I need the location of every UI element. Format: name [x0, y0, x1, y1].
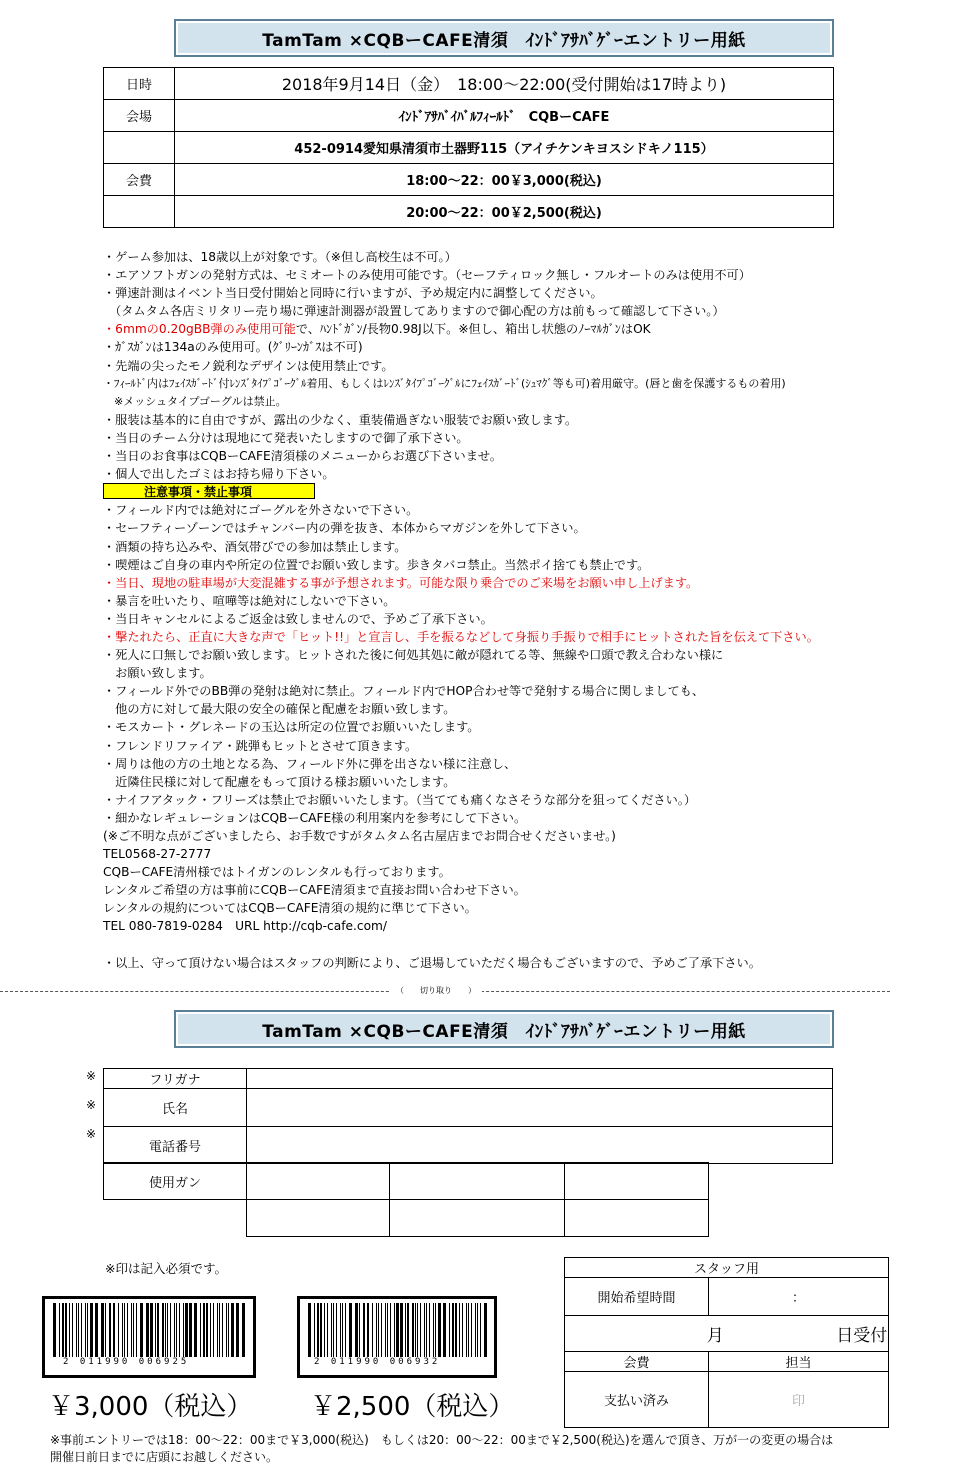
barcode-bar	[72, 1303, 73, 1357]
barcode-bar	[345, 1303, 346, 1357]
gun-field-4[interactable]	[247, 1200, 390, 1237]
barcode-bar	[131, 1303, 132, 1357]
required-mark: ※	[86, 1127, 97, 1141]
barcode-bar	[155, 1303, 156, 1357]
barcode-bar	[359, 1303, 360, 1357]
venue-value: ｲﾝﾄﾞｱｻﾊﾞｲﾊﾞﾙﾌｨｰﾙﾄﾞ CQBーCAFE	[175, 100, 834, 132]
rule-line: お願い致します。	[103, 666, 212, 681]
rule-line: ・先端の尖ったモノ鋭利なデザインは使用禁止です。	[103, 358, 394, 373]
barcode-bar	[405, 1303, 406, 1357]
rule-line: 他の方に対して最大限の安全の確保と配慮をお願い致します。	[103, 702, 456, 717]
barcode-bar	[78, 1303, 79, 1357]
rule-line-hit: ・撃たれたら、正直に大きな声で「ヒット!!」と宣言し、手を振るなどして身振り手振りで相手にヒットされた旨を伝えて下さい。	[103, 629, 819, 644]
rule-line: TEL 080-7819-0284 URL http://cqb-cafe.com/	[103, 919, 388, 934]
fee-label: 会費	[104, 164, 175, 196]
bb-rest-text: で、ﾊﾝﾄﾞｶﾞﾝ/長物0.98J以下。※但し、箱出し状態のﾉｰﾏﾙｶﾞﾝはOK	[295, 322, 651, 337]
barcode-bar	[438, 1303, 441, 1357]
barcode-bar	[387, 1303, 388, 1357]
barcode-bar	[219, 1303, 220, 1357]
barcode-bar	[231, 1303, 234, 1357]
barcode-bar	[412, 1303, 414, 1357]
address-label-empty	[104, 132, 175, 164]
barcode-bar	[424, 1303, 425, 1357]
furigana-label: フリガナ	[104, 1069, 247, 1089]
barcode-bar	[118, 1303, 119, 1357]
bb-red-text: ・6mmの0.20gBB弾のみ使用可能	[103, 322, 296, 337]
rule-line: ・周りは他の方の土地となる為、フィールド外に弾を出さない様に注意し、	[103, 756, 517, 771]
rule-line: ・当日のお食事はCQBーCAFE清須様のメニューからお選び下さいませ。	[103, 449, 502, 464]
rule-line: ・服装は基本的に自由ですが、露出の少なく、重装備過ぎない服装でお願い致します。	[103, 412, 578, 427]
form-title	[174, 1010, 834, 1048]
barcode-bar	[185, 1303, 188, 1357]
barcode-bar	[317, 1303, 319, 1357]
barcode-bar	[179, 1303, 180, 1357]
barcode-bar	[333, 1303, 334, 1357]
paid-label: 支払い済み	[565, 1372, 709, 1428]
staff-heading: スタッフ用	[565, 1258, 889, 1278]
furigana-field[interactable]	[247, 1069, 833, 1089]
rule-line: ・当日キャンセルによるご返金は致しませんので、予めご了承下さい。	[103, 611, 493, 626]
name-label: 氏名	[104, 1089, 247, 1127]
barcode-bar	[189, 1303, 192, 1357]
required-note: ※印は記入必須です。	[105, 1261, 227, 1276]
rule-line: ・フレンドリファイア・跳弾もヒットとさせて頂きます。	[103, 738, 418, 753]
rule-line: ・セーフティーゾーンではチャンバー内の弾を抜き、本体からマガジンを外して下さい。	[103, 521, 586, 536]
fee-value-1: 18:00～22：00￥3,000(税込)	[175, 164, 834, 196]
rule-line: ・細かなレギュレーションはCQBーCAFE様の利用案内を参考にして下さい。	[103, 810, 527, 825]
rule-line: (※ご不明な点がございましたら、お手数ですがタムタム名古屋店までお問合せくださいませ。)	[103, 829, 616, 843]
barcode-bar	[426, 1303, 427, 1357]
start-time-label: 開始希望時間	[565, 1278, 709, 1316]
barcode-bar	[95, 1303, 98, 1357]
barcode-bar	[385, 1303, 386, 1357]
barcode-bar	[320, 1303, 322, 1357]
barcode-bar	[206, 1303, 208, 1357]
barcode-bar	[210, 1303, 211, 1357]
day-received-label: 日受付	[836, 1326, 888, 1346]
footer-note	[50, 1432, 833, 1466]
barcode-bar	[415, 1303, 416, 1357]
barcode-bar	[396, 1303, 399, 1357]
barcode-2500-digits: 2 011990 006932	[314, 1357, 441, 1367]
barcode-bar	[349, 1303, 352, 1357]
barcode-bar	[324, 1303, 325, 1357]
barcode-bar	[81, 1303, 82, 1357]
barcode-bar	[90, 1303, 93, 1357]
gun-table	[103, 1162, 709, 1237]
barcode-bar	[378, 1303, 379, 1357]
barcode-bar	[452, 1303, 454, 1357]
barcode-bar	[85, 1303, 86, 1357]
phone-label: 電話番号	[104, 1127, 247, 1164]
barcode-bar	[157, 1303, 159, 1357]
rule-line: ・暴言を吐いたり、喧嘩等は絶対にしないで下さい。	[103, 593, 396, 608]
barcode-bar	[133, 1303, 134, 1357]
rule-line: ・酒類の持ち込みや、酒気帯びでの参加は禁止します。	[103, 539, 407, 554]
barcode-bar	[407, 1303, 409, 1357]
rule-line: 近隣住民様に対して配慮をもって頂ける様お願いいたします。	[103, 774, 456, 789]
staff-person-label: 担当	[709, 1352, 889, 1372]
barcode-bar	[400, 1303, 403, 1357]
barcode-bar	[162, 1303, 164, 1357]
barcode-bar	[433, 1303, 434, 1357]
barcode-bar	[475, 1303, 476, 1357]
gun-field-2[interactable]	[390, 1163, 565, 1200]
staff-fee-label: 会費	[565, 1352, 709, 1372]
rule-line-bb	[103, 320, 903, 338]
rule-line-parking: ・当日、現地の駐車場が大変混雑する事が予想されます。可能な限り乗合でのご来場をお願い申し上げます。	[103, 575, 699, 590]
barcode-bar	[165, 1303, 166, 1357]
barcode-bar	[124, 1303, 125, 1357]
barcode-bar	[355, 1303, 358, 1357]
rule-line-goggle: ・ﾌｨｰﾙﾄﾞ内はﾌｪｲｽｶﾞｰﾄﾞ付ﾚﾝｽﾞﾀｲﾌﾟｺﾞｰｸﾞﾙ着用、もしくはﾚﾝｽﾞﾀｲﾌﾟｺﾞｰｸﾞﾙにﾌｪｲｽｶﾞｰﾄﾞ(ｼｭﾏｸﾞ等も可)着用厳守。(唇と歯を保護するもの着用)	[103, 376, 786, 390]
gun-label: 使用ガン	[104, 1163, 247, 1200]
barcode-bar	[417, 1303, 418, 1357]
month-label: 月	[706, 1326, 724, 1346]
barcode-bar	[146, 1303, 149, 1357]
footer-line-2: 開催日前日までに店頭にお越しください。	[50, 1450, 279, 1464]
barcode-bar	[314, 1303, 315, 1357]
cut-label: （ 切り取り ）	[390, 985, 482, 996]
date-label: 日時	[104, 68, 175, 100]
warning-heading-row	[103, 483, 903, 501]
barcode-2500	[297, 1296, 497, 1378]
barcode-bar	[222, 1303, 223, 1357]
barcode-bar	[76, 1303, 77, 1357]
venue-label: 会場	[104, 100, 175, 132]
barcode-bar	[242, 1303, 245, 1357]
barcode-bar	[367, 1303, 369, 1357]
barcode-bar	[53, 1303, 56, 1357]
barcode-bar	[113, 1303, 115, 1357]
gun-field-3[interactable]	[565, 1163, 709, 1200]
rule-line: ・弾速計測はイベント当日受付開始と同時に行いますが、予め規定内に調整してください。	[103, 286, 603, 301]
barcode-bar	[170, 1303, 171, 1357]
page-title	[174, 19, 834, 57]
barcode-bar	[62, 1303, 64, 1357]
barcode-bar	[136, 1303, 137, 1357]
rule-line: ・エアソフトガンの発射方式は、セミオートのみ使用可能です。（セーフティロック無し・フルオートのみは使用不可）	[103, 268, 751, 283]
barcode-bar	[331, 1303, 332, 1357]
gun-field-1[interactable]	[247, 1163, 390, 1200]
rules-section	[103, 248, 903, 972]
rule-line: ・フィールド内では絶対にゴーグルを外さないで下さい。	[103, 503, 419, 518]
barcode-bar	[101, 1303, 104, 1357]
barcode-bar	[455, 1303, 457, 1357]
stamp-label: 印	[791, 1394, 805, 1409]
rule-line	[103, 936, 903, 954]
barcode-3000	[42, 1296, 256, 1378]
rule-line-mesh: ※メッシュタイプゴーグルは禁止。	[103, 394, 287, 408]
rule-line: （タムタム各店ミリタリー売り場に弾速計測器が設置してありますので御心配の方は前もって確認して下さい。）	[103, 304, 725, 319]
barcode-bar	[109, 1303, 111, 1357]
barcode-bar	[150, 1303, 153, 1357]
rule-line: ・喫煙はご自身の車内や所定の位置でお願い致します。歩きタバコ禁止。当然ポイ捨ても禁止です。	[103, 557, 650, 572]
barcode-bar	[122, 1303, 123, 1357]
barcode-bar	[394, 1303, 395, 1357]
barcode-bar	[363, 1303, 365, 1357]
rule-line: ・ゲーム参加は、18歳以上が対象です。（※但し高校生は不可。）	[103, 250, 457, 264]
barcode-bar	[140, 1303, 143, 1357]
barcode-bar	[65, 1303, 67, 1357]
event-info-table	[103, 67, 834, 228]
rule-line: ・当日のチーム分けは現地にて発表いたしますので御了承下さい。	[103, 430, 469, 445]
barcode-bar	[462, 1303, 463, 1357]
barcode-bar	[480, 1303, 481, 1357]
rule-line: CQBーCAFE清州様ではトイガンのレンタルも行っております。	[103, 865, 451, 880]
rule-line: ・死人に口無しでお願い致します。ヒットされた後に何処其処に敵が隠れてる等、無線や口頭で教え合わない様に	[103, 648, 724, 663]
barcode-bar	[429, 1303, 430, 1357]
barcode-bar	[167, 1303, 168, 1357]
rule-line: ・ｶﾞｽｶﾞﾝは134aのみ使用可。(ｸﾞﾘｰﾝｶﾞｽは不可)	[103, 340, 363, 355]
barcode-bar	[471, 1303, 472, 1357]
date-value: 2018年9月14日（金） 18:00～22:00(受付開始は17時より)	[175, 68, 834, 100]
warning-heading: 注意事項・禁止事項	[103, 483, 315, 499]
stamp-field[interactable]	[709, 1372, 889, 1428]
gun-field-6[interactable]	[565, 1200, 709, 1237]
fee-value-2: 20:00～22：00￥2,500(税込)	[175, 196, 834, 228]
barcode-bar	[308, 1303, 311, 1357]
barcode-bar	[69, 1303, 70, 1357]
barcode-bar	[236, 1303, 239, 1357]
barcode-bar	[174, 1303, 175, 1357]
barcode-bar	[203, 1303, 205, 1357]
barcode-bar	[194, 1303, 197, 1357]
form-title-text: TamTam ×CQBーCAFE清須 ｲﾝﾄﾞｱｻﾊﾞｹﾞｰエントリー用紙	[262, 1021, 746, 1042]
barcode-3000-digits: 2 011990 006925	[63, 1357, 190, 1367]
rule-line: TEL0568-27-2777	[103, 847, 212, 862]
barcode-bar	[327, 1303, 328, 1357]
footer-line-1: ※事前エントリーでは18：00～22：00まで￥3,000(税込) もしくは20：00～22：00まで￥2,500(税込)を選んで頂き、万が一の変更の場合は	[50, 1433, 834, 1447]
barcode-bar	[449, 1303, 450, 1357]
barcode-bar	[484, 1303, 487, 1357]
barcode-bar	[176, 1303, 177, 1357]
required-mark: ※	[86, 1069, 97, 1083]
gun-spacer	[104, 1200, 247, 1237]
fee-label-empty	[104, 196, 175, 228]
page-title-text: TamTam ×CQBーCAFE清須 ｲﾝﾄﾞｱｻﾊﾞｹﾞｰエントリー用紙	[262, 30, 746, 51]
start-time-field[interactable]	[709, 1278, 889, 1316]
received-date-field[interactable]	[565, 1316, 889, 1352]
barcode-bar	[228, 1303, 229, 1357]
barcode-bar	[127, 1303, 128, 1357]
barcode-bar	[105, 1303, 106, 1357]
rule-line: ・モスカート・グレネードの玉込は所定の位置でお願いいたします。	[103, 720, 480, 735]
barcode-bar	[376, 1303, 377, 1357]
rule-line: レンタルご希望の方は事前にCQBーCAFE清須まで直接お問い合わせ下さい。	[103, 883, 526, 898]
rule-line: ・個人で出したゴミはお持ち帰り下さい。	[103, 467, 335, 482]
barcode-bar	[459, 1303, 460, 1357]
barcode-bar	[342, 1303, 343, 1357]
rule-line: ・以上、守って頂けない場合はスタッフの判断により、ご退場していただく場合もございますので、予めご了承下さい。	[103, 955, 761, 970]
rule-line: ・フィールド外でのBB弾の発射は絶対に禁止。フィールド内でHOP合わせ等で発射する場合に関しましても、	[103, 684, 705, 699]
name-field[interactable]	[247, 1089, 833, 1127]
entry-form-table	[103, 1068, 833, 1164]
barcode-bar	[468, 1303, 469, 1357]
barcode-bar	[183, 1303, 184, 1357]
barcode-bar	[420, 1303, 421, 1357]
barcode-bar	[226, 1303, 227, 1357]
barcode-bar	[372, 1303, 373, 1357]
price-2500: ￥2,500（税込）	[310, 1392, 515, 1422]
barcode-bar	[443, 1303, 446, 1357]
staff-table	[564, 1257, 889, 1428]
barcode-bar	[59, 1303, 60, 1357]
phone-field[interactable]	[247, 1127, 833, 1164]
price-3000: ￥3,000（税込）	[48, 1392, 253, 1422]
barcode-bar	[477, 1303, 478, 1357]
barcode-bar	[435, 1303, 436, 1357]
barcode-bar	[381, 1303, 382, 1357]
barcode-bar	[213, 1303, 214, 1357]
gun-field-5[interactable]	[390, 1200, 565, 1237]
barcode-bar	[466, 1303, 467, 1357]
barcode-bar	[340, 1303, 341, 1357]
address-value: 452-0914愛知県清須市土器野115（アイチケンキヨスシドキノ115）	[175, 132, 834, 164]
barcode-bar	[336, 1303, 337, 1357]
barcode-bar	[217, 1303, 218, 1357]
barcode-bar	[200, 1303, 201, 1357]
barcode-bar	[390, 1303, 391, 1357]
barcode-bar	[87, 1303, 88, 1357]
rule-line: レンタルの規約についてはCQBーCAFE清須の規約に準じて下さい。	[103, 901, 477, 916]
required-mark: ※	[86, 1098, 97, 1112]
time-colon: ：	[791, 1291, 805, 1306]
rule-line: ・ナイフアタック・フリーズは禁止でお願いいたします。（当てても痛くなさそうな部分を狙ってください。）	[103, 792, 697, 807]
